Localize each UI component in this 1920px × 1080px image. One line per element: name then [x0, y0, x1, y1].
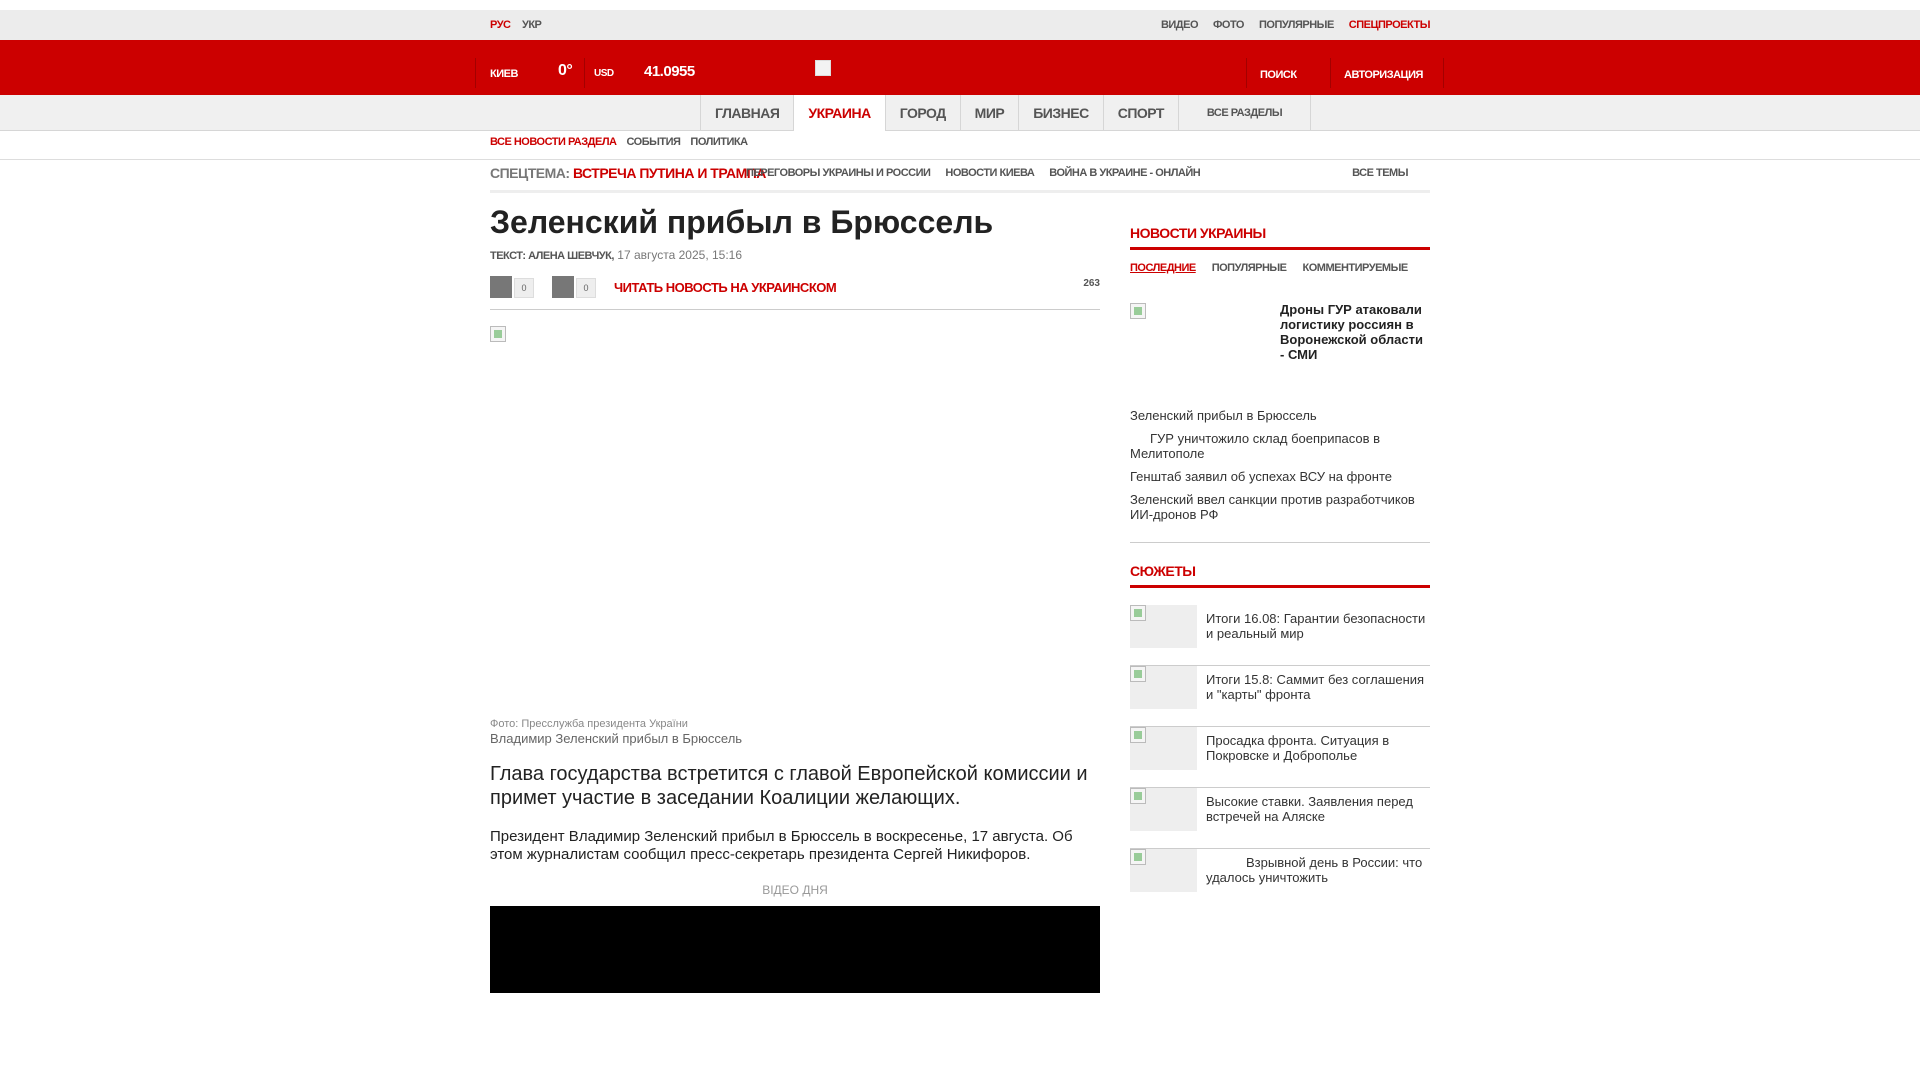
divider	[1130, 542, 1430, 543]
story-item[interactable]	[1130, 666, 1430, 727]
article-body: Президент Владимир Зеленский прибыл в Брюссель в воскресенье, 17 августа. Об этом журналистам сообщил пресс-секретарь президента Сергей Никифоров.	[490, 828, 1073, 863]
header-bar	[0, 40, 1920, 95]
article-photo	[490, 326, 506, 342]
share-count: 0	[576, 278, 596, 298]
nav-item-home[interactable]: ГЛАВНАЯ	[701, 95, 794, 131]
tab-commented[interactable]: КОММЕНТИРУЕМЫЕ	[1302, 262, 1408, 274]
top-bar	[0, 10, 1920, 40]
lang-ua-link[interactable]: УКР	[522, 19, 542, 31]
all-topics-link[interactable]: ВСЕ ТЕМЫ	[1352, 167, 1408, 179]
theme-link-war-online[interactable]: ВОЙНА В УКРАИНЕ - ОНЛАЙН	[1049, 167, 1201, 179]
divider	[0, 159, 1920, 160]
divider	[475, 58, 476, 88]
sub-nav	[490, 136, 748, 148]
article-lead: Глава государства встретится с главой Европейской комиссии и примет участие в заседании Коалиции желающих.	[490, 763, 1088, 809]
nav-item-sport[interactable]: СПОРТ	[1104, 95, 1179, 131]
auth-button[interactable]: АВТОРИЗАЦИЯ	[1344, 69, 1423, 81]
story-image	[1130, 849, 1146, 865]
story-item[interactable]	[1130, 727, 1430, 788]
divider	[1330, 58, 1331, 88]
special-theme-link[interactable]: ВСТРЕЧА ПУТИНА И ТРАМПА	[572, 165, 766, 181]
top-link-popular[interactable]: ПОПУЛЯРНЫЕ	[1258, 19, 1334, 31]
story-image	[1130, 605, 1146, 621]
ukraine-news-heading[interactable]: НОВОСТИ УКРАИНЫ	[1130, 225, 1430, 250]
special-theme-bar	[490, 165, 1430, 193]
story-image	[1130, 727, 1146, 743]
story-image	[1130, 788, 1146, 804]
video-of-day-label: ВІДЕО ДНЯ	[762, 883, 828, 897]
city-label[interactable]: КИЕВ	[490, 68, 518, 80]
news-tabs	[1130, 262, 1408, 274]
story-title[interactable]: Итоги 15.8: Саммит без соглашения и "карты" фронта	[1206, 672, 1425, 702]
story-item[interactable]	[1130, 788, 1430, 849]
article-date: 17 августа 2025, 15:16	[617, 248, 743, 262]
top-link-photo[interactable]: ФОТО	[1213, 19, 1244, 31]
lang-ru-link[interactable]: РУС	[490, 19, 511, 31]
video-player[interactable]	[490, 906, 1100, 993]
story-title[interactable]: Итоги 16.08: Гарантии безопасности и реальный мир	[1206, 611, 1426, 641]
feature-news-title[interactable]: Дроны ГУР атаковали логистику россиян в Воронежской области - СМИ	[1280, 302, 1423, 362]
currency-label: USD	[594, 68, 614, 79]
story-item[interactable]	[1130, 605, 1430, 666]
story-title[interactable]: Высокие ставки. Заявления перед встречей на Аляске	[1206, 794, 1413, 824]
subnav-all-news[interactable]: ВСЕ НОВОСТИ РАЗДЕЛА	[490, 136, 617, 148]
list-item[interactable]: Зеленский прибыл в Брюссель	[1130, 408, 1317, 423]
photo-caption: Владимир Зеленский прибыл в Брюссель	[490, 731, 743, 746]
views-count: 263	[1083, 278, 1100, 289]
story-title[interactable]: Взрывной день в России: что удалось уничтожить	[1206, 855, 1423, 885]
photo-credit: Фото: Пресслужба президента України	[490, 718, 688, 730]
main-nav	[700, 95, 1311, 131]
subnav-events[interactable]: СОБЫТИЯ	[626, 136, 681, 148]
divider	[584, 58, 585, 88]
nav-item-business[interactable]: БИЗНЕС	[1019, 95, 1103, 131]
story-image	[1130, 666, 1146, 682]
subnav-politics[interactable]: ПОЛИТИКА	[690, 136, 748, 148]
share-count: 0	[514, 278, 534, 298]
theme-link-negotiations[interactable]: ПЕРЕГОВОРЫ УКРАИНЫ И РОССИИ	[746, 167, 931, 179]
theme-links	[746, 167, 1200, 179]
tab-popular[interactable]: ПОПУЛЯРНЫЕ	[1211, 262, 1287, 274]
twitter-share-icon[interactable]	[552, 276, 574, 298]
site-logo[interactable]	[815, 60, 831, 76]
read-in-ukrainian-link[interactable]: ЧИТАТЬ НОВОСТЬ НА УКРАИНСКОМ	[614, 280, 837, 295]
nav-item-ukraine[interactable]: УКРАИНА	[794, 95, 885, 131]
top-link-video[interactable]: ВИДЕО	[1160, 19, 1199, 31]
search-button[interactable]: ПОИСК	[1260, 69, 1297, 81]
special-theme-prefix: СПЕЦТЕМА:	[490, 165, 570, 181]
tab-latest[interactable]: ПОСЛЕДНИЕ	[1130, 262, 1196, 274]
share-bar	[490, 276, 1100, 310]
list-item[interactable]: ГУР уничтожило склад боеприпасов в Мелитополе	[1130, 431, 1381, 461]
facebook-share-icon[interactable]	[490, 276, 512, 298]
divider	[1443, 58, 1444, 88]
news-list	[1130, 408, 1430, 530]
special-theme-label	[490, 165, 766, 181]
list-item[interactable]: Зеленский ввел санкции против разработчиков ИИ-дронов РФ	[1130, 492, 1415, 522]
article-byline	[490, 248, 742, 262]
temperature: 0°	[558, 62, 573, 79]
stories-heading[interactable]: СЮЖЕТЫ	[1130, 563, 1430, 588]
currency-rate: 41.0955	[644, 63, 695, 80]
divider	[1246, 58, 1247, 88]
nav-item-city[interactable]: ГОРОД	[886, 95, 961, 131]
nav-item-world[interactable]: МИР	[961, 95, 1020, 131]
top-links	[1161, 19, 1430, 31]
theme-link-kyiv-news[interactable]: НОВОСТИ КИЕВА	[945, 167, 1035, 179]
story-item[interactable]	[1130, 849, 1430, 910]
list-item[interactable]: Генштаб заявил об успехах ВСУ на фронте	[1130, 469, 1392, 484]
article-title: Зеленский прибыл в Брюссель	[490, 204, 994, 240]
main-nav-bar	[0, 95, 1920, 131]
top-link-specprojects[interactable]: СПЕЦПРОЕКТЫ	[1348, 19, 1430, 31]
story-title[interactable]: Просадка фронта. Ситуация в Покровске и Доброполье	[1206, 733, 1390, 763]
article-author[interactable]: ТЕКСТ: АЛЕНА ШЕВЧУК,	[490, 250, 614, 262]
nav-all-sections[interactable]: ВСЕ РАЗДЕЛЫ	[1179, 95, 1311, 131]
feature-news-image[interactable]	[1130, 303, 1146, 319]
